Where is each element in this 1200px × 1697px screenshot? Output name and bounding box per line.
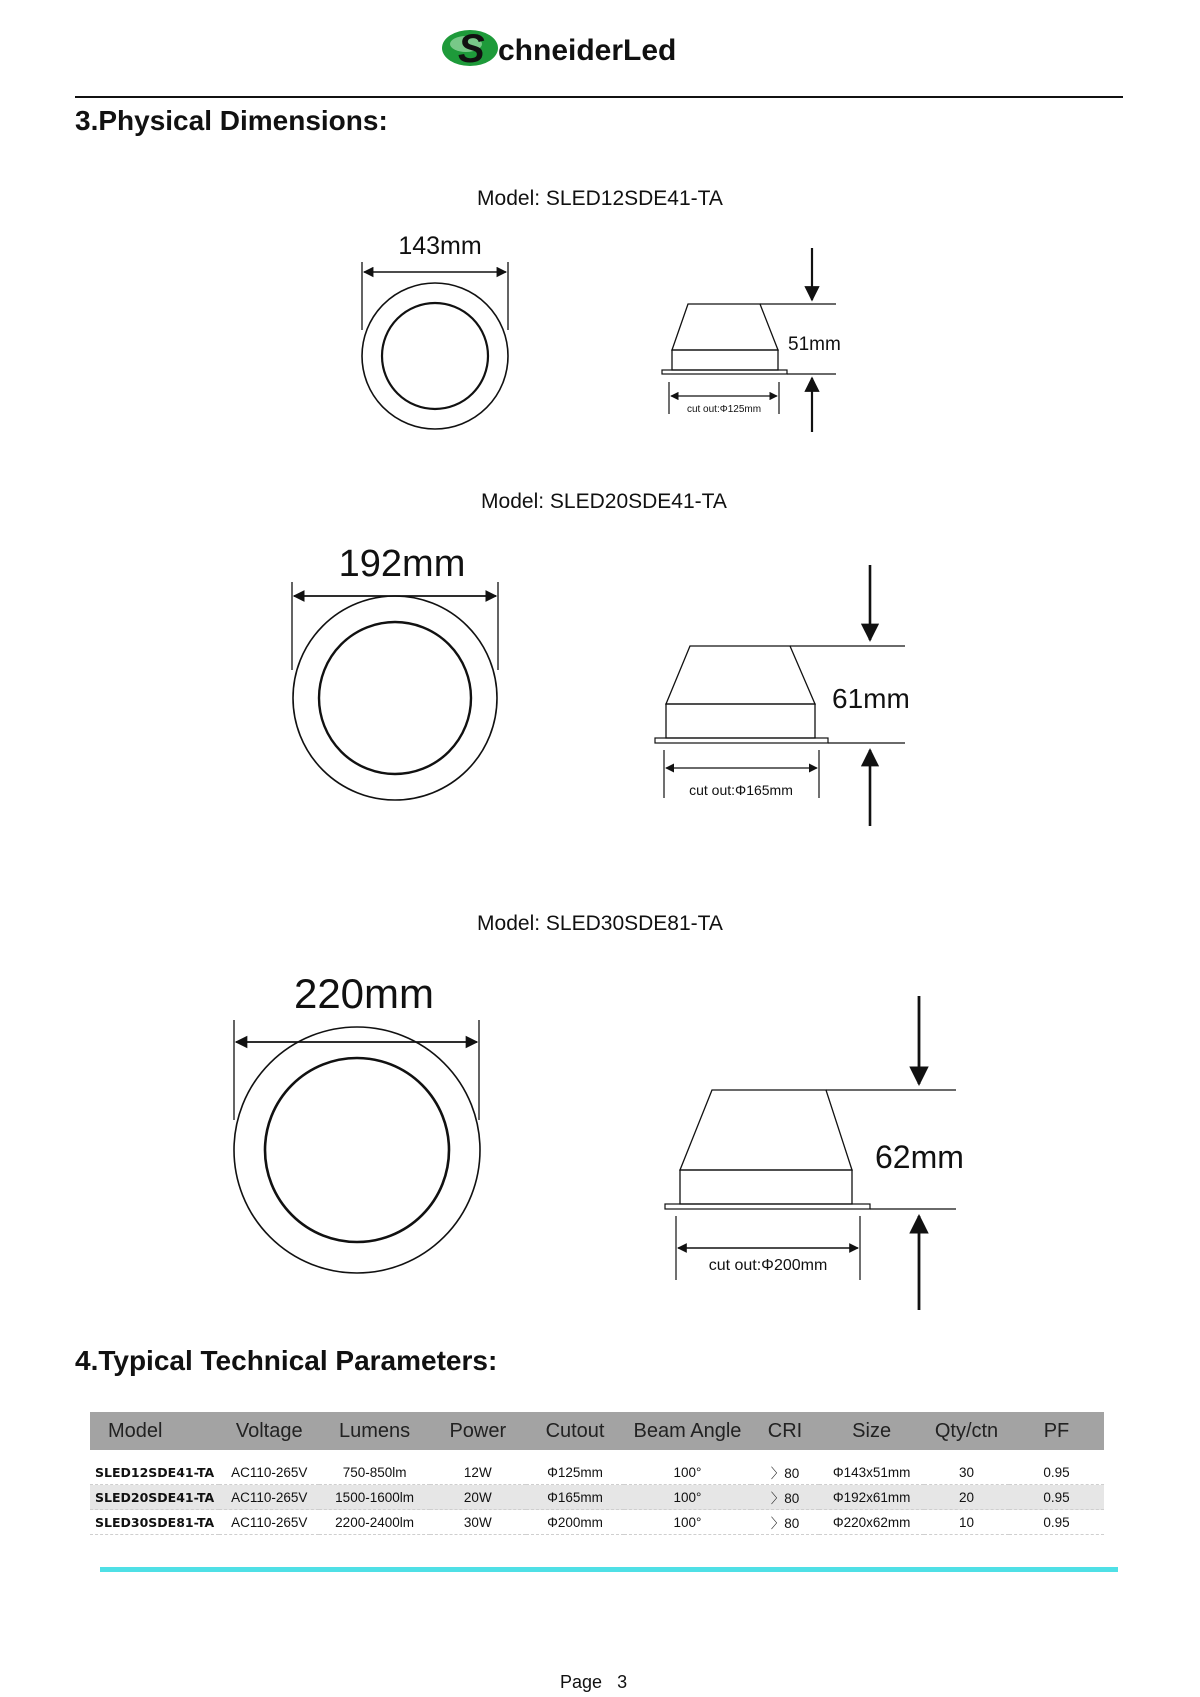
cell-cutout: Φ125mm: [526, 1450, 624, 1485]
model-1-label: Model: SLED12SDE41-TA: [477, 187, 723, 210]
header-size: Size: [819, 1412, 924, 1450]
model-2-cutout: cut out:Φ165mm: [689, 782, 793, 798]
cell-size: Φ192x61mm: [819, 1485, 924, 1510]
cell-cri: 〉80: [751, 1450, 819, 1485]
model-2-height: 61mm: [832, 683, 910, 714]
cell-lumens: 2200-2400lm: [319, 1510, 429, 1535]
model-1-side-view: [662, 248, 841, 432]
model-1-inner-ring: [382, 303, 488, 409]
table-row: [90, 1450, 1104, 1485]
header-cutout: Cutout: [526, 1412, 624, 1450]
model-3-drawing: [234, 912, 964, 1310]
footer-accent-rule: [100, 1567, 1118, 1572]
model-2-top-view: [292, 543, 498, 800]
header-rule: [75, 96, 1123, 98]
header-lumens: Lumens: [319, 1412, 429, 1450]
cell-power: 20W: [430, 1485, 526, 1510]
table-row: [90, 1485, 1104, 1510]
cell-pf: 0.95: [1009, 1485, 1104, 1510]
cell-cri: 〉80: [751, 1485, 819, 1510]
model-3-diameter: 220mm: [293, 970, 435, 1017]
cell-qty-ctn: 30: [924, 1450, 1009, 1485]
cell-voltage: AC110-265V: [219, 1450, 319, 1485]
cell-pf: 0.95: [1009, 1510, 1104, 1535]
cell-qty-ctn: 20: [924, 1485, 1009, 1510]
cell-qty-ctn: 10: [924, 1510, 1009, 1535]
cell-size: Φ220x62mm: [819, 1510, 924, 1535]
table-row: [90, 1510, 1104, 1535]
cell-cutout: Φ165mm: [526, 1485, 624, 1510]
page-number-value: 3: [617, 1672, 628, 1692]
header-model: Model: [90, 1412, 219, 1450]
cell-power: 12W: [430, 1450, 526, 1485]
technical-parameters-table: [90, 1412, 1104, 1535]
model-1-outer-ring: [362, 283, 508, 429]
model-1-cutout: cut out:Φ125mm: [686, 404, 762, 415]
cell-lumens: 1500-1600lm: [319, 1485, 429, 1510]
model-1-diameter: 143mm: [398, 232, 482, 260]
header-qty-ctn: Qty/ctn: [924, 1412, 1009, 1450]
cell-model: SLED20SDE41-TA: [90, 1485, 219, 1510]
model-3-side-view: [665, 996, 964, 1310]
header-beam-angle: Beam Angle: [624, 1412, 751, 1450]
section-title-parameters: 4.Typical Technical Parameters:: [75, 1345, 498, 1376]
model-2-diameter: 192mm: [338, 543, 466, 585]
model-1-top-view: [362, 232, 508, 429]
schneiderled-logo: [440, 22, 760, 72]
cell-size: Φ143x51mm: [819, 1450, 924, 1485]
section-title-dimensions: 3.Physical Dimensions:: [75, 105, 388, 136]
model-2-drawing: [292, 490, 910, 826]
svg-text:S: S: [458, 27, 485, 71]
model-1-height: 51mm: [788, 334, 841, 355]
cell-cri: 〉80: [751, 1510, 819, 1535]
cell-voltage: AC110-265V: [219, 1485, 319, 1510]
cell-model: SLED12SDE41-TA: [90, 1450, 219, 1485]
model-3-cutout: cut out:Φ200mm: [708, 1257, 828, 1274]
cell-cutout: Φ200mm: [526, 1510, 624, 1535]
model-3-top-view: [234, 970, 480, 1273]
logo-text: chneiderLed: [498, 34, 677, 67]
model-3-height: 62mm: [875, 1139, 964, 1175]
model-1-drawing: [362, 187, 841, 432]
model-2-label: Model: SLED20SDE41-TA: [481, 490, 727, 513]
cell-pf: 0.95: [1009, 1450, 1104, 1485]
cell-voltage: AC110-265V: [219, 1510, 319, 1535]
header-voltage: Voltage: [219, 1412, 319, 1450]
cell-beam-angle: 100°: [624, 1510, 751, 1535]
header-power: Power: [430, 1412, 526, 1450]
cell-beam-angle: 100°: [624, 1450, 751, 1485]
cell-model: SLED30SDE81-TA: [90, 1510, 219, 1535]
page-label: Page: [560, 1672, 603, 1692]
model-2-side-view: [655, 565, 910, 826]
cell-power: 30W: [430, 1510, 526, 1535]
cell-beam-angle: 100°: [624, 1485, 751, 1510]
header-cri: CRI: [751, 1412, 819, 1450]
page-number: [560, 1672, 627, 1693]
table-header-row: [90, 1412, 1104, 1450]
model-3-label: Model: SLED30SDE81-TA: [477, 912, 723, 935]
cell-lumens: 750-850lm: [319, 1450, 429, 1485]
header-pf: PF: [1009, 1412, 1104, 1450]
